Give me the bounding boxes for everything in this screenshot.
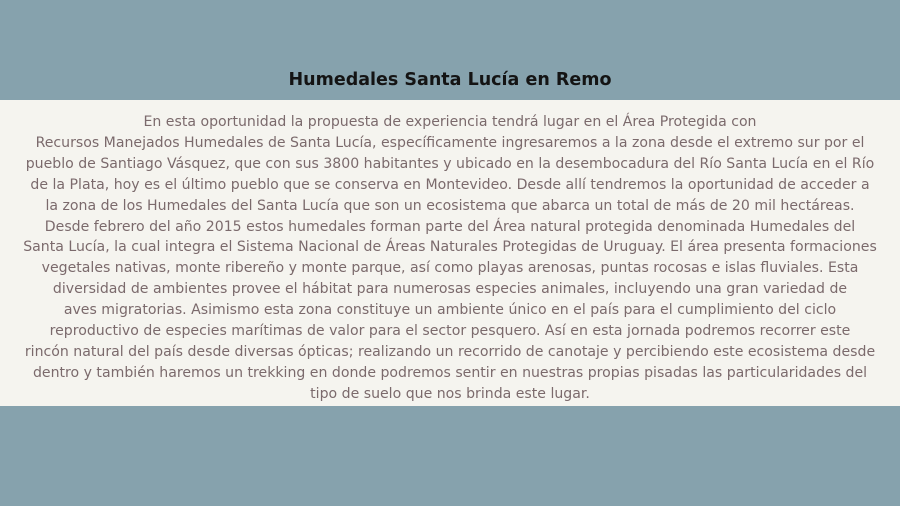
description-paragraph bbox=[14, 112, 886, 405]
page-title: Humedales Santa Lucía en Remo bbox=[288, 70, 612, 90]
paragraph-line: Desde febrero del año 2015 estos humedales forman parte del Área natural protegida denominada Humedales del bbox=[44, 218, 856, 235]
paragraph-line: de la Plata, hoy es el último pueblo que se conserva en Montevideo. Desde allí tendremos la oportunidad de acceder a bbox=[30, 176, 870, 193]
paragraph-line: pueblo de Santiago Vásquez, que con sus 3800 habitantes y ubicado en la desembocadura del Río Santa Lucía en el Río bbox=[25, 155, 875, 172]
paragraph-line: Recursos Manejados Humedales de Santa Lucía, específicamente ingresaremos a la zona desde el extremo sur por el bbox=[35, 134, 865, 151]
paragraph-line: En esta oportunidad la propuesta de experiencia tendrá lugar en el Área Protegida con bbox=[143, 114, 757, 130]
paragraph-line: aves migratorias. Asimismo esta zona constituye un ambiente único en el país para el cumplimiento del ciclo bbox=[63, 302, 837, 319]
paragraph-line: tipo de suelo que nos brinda este lugar. bbox=[310, 385, 590, 402]
paragraph-line: reproductivo de especies marítimas de valor para el sector pesquero. Así en esta jornada podremos recorrer este bbox=[49, 323, 851, 340]
paragraph-line: la zona de los Humedales del Santa Lucía que son un ecosistema que abarca un total de más de 20 mil hectáreas. bbox=[45, 197, 855, 214]
content-panel bbox=[0, 100, 900, 406]
paragraph-line: rincón natural del país desde diversas ópticas; realizando un recorrido de canotaje y percibiendo este ecosistema desde bbox=[24, 343, 876, 360]
paragraph-line: vegetales nativas, monte ribereño y monte parque, así como playas arenosas, puntas rocosas e islas fluviales. Esta bbox=[41, 260, 859, 277]
title-band bbox=[0, 0, 900, 100]
paragraph-line: dentro y también haremos un trekking en donde podremos sentir en nuestras propias pisadas las particularidades del bbox=[32, 364, 868, 381]
paragraph-line: diversidad de ambientes provee el hábitat para numerosas especies animales, incluyendo una gran variedad de bbox=[52, 281, 848, 298]
paragraph-line: Santa Lucía, la cual integra el Sistema Nacional de Áreas Naturales Protegidas de Uruguay. El área presenta formaciones bbox=[23, 239, 877, 256]
